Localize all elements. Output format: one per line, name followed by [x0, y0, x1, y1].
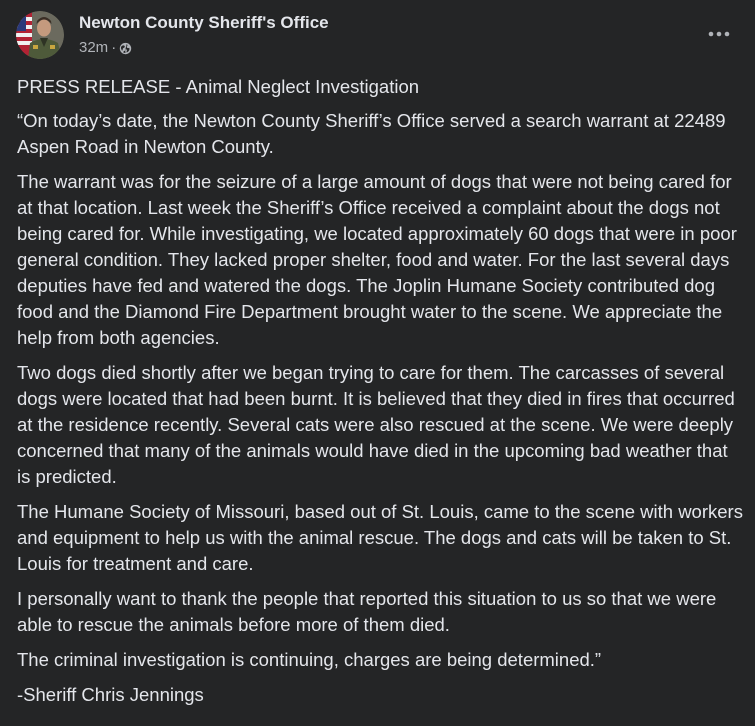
page-name-link[interactable]: Newton County Sheriff's Office: [79, 13, 329, 32]
post-body: [17, 74, 743, 717]
post-signature: -Sheriff Chris Jennings: [17, 684, 204, 705]
post-paragraph: The warrant was for the seizure of a large amount of dogs that were not being cared for at that location. Last week the Sheriff’s Office received a complaint about the dogs not being cared for. While investigating, we located approximately 60 dogs that were in poor general condition. They lacked proper shelter, food and water. For the last several days deputies have fed and watered the dogs. The Joplin Humane Society contributed dog food and the Diamond Fire Department brought water to the scene. We appreciate the help from both agencies.: [17, 171, 737, 348]
meta-separator: ·: [111, 39, 117, 56]
more-options-button[interactable]: [701, 22, 737, 46]
post-paragraph: PRESS RELEASE - Animal Neglect Investigation: [17, 76, 420, 97]
post-header: [16, 10, 329, 60]
post-paragraph: “On today’s date, the Newton County Sheriff’s Office served a search warrant at 22489 Aspen Road in Newton County.: [17, 110, 726, 157]
post-paragraph: I personally want to thank the people that reported this situation to us so that we were able to rescue the animals before more of them died.: [17, 588, 717, 635]
avatar-image: [16, 11, 64, 59]
post-meta: [79, 38, 329, 58]
post-paragraph: The Humane Society of Missouri, based out of St. Louis, came to the scene with workers and equipment to help us with the animal rescue. The dogs and cats will be taken to St. Louis for treatment and care.: [17, 501, 743, 574]
globe-icon[interactable]: [119, 42, 132, 55]
header-text: [79, 12, 329, 58]
post-paragraph: Two dogs died shortly after we began trying to care for them. The carcasses of several dogs were located that had been burnt. It is believed that they died in fires that occurred at the residence recently. Several cats were also rescued at the scene. We were deeply concerned that many of the animals would have died in the upcoming bad weather that is predicted.: [17, 362, 735, 487]
post-paragraph: The criminal investigation is continuing, charges are being determined.”: [17, 649, 602, 670]
more-options-icon: [708, 31, 730, 37]
page-avatar[interactable]: [16, 11, 64, 59]
post-timestamp[interactable]: 32m: [79, 39, 109, 56]
